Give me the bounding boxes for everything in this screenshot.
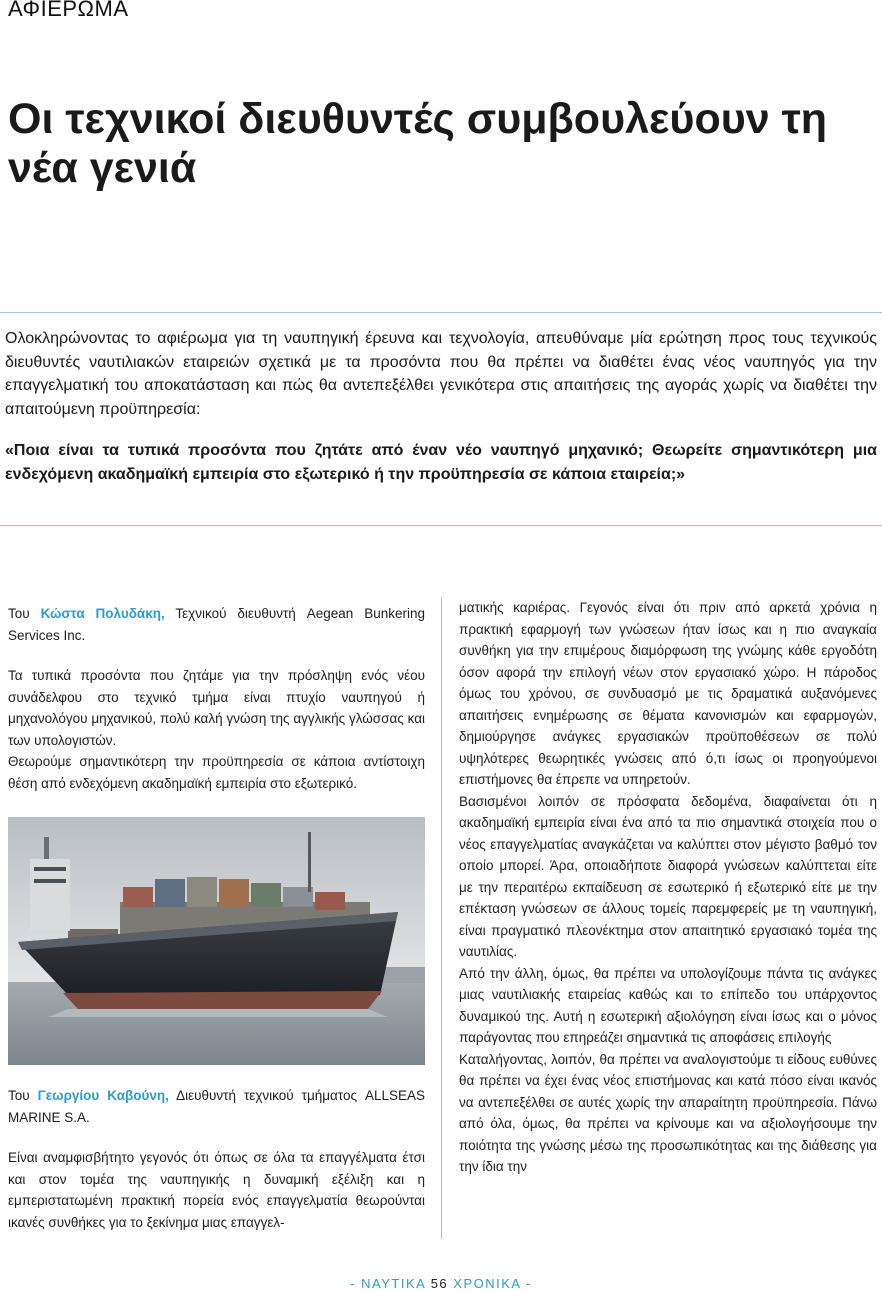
intro-block <box>0 312 882 526</box>
article-headline: Οι τεχνικοί διευθυντές συμβουλεύουν τη νέα γενιά <box>8 95 828 192</box>
magazine-name-part1: ΝΑΥΤΙΚΑ <box>361 1276 426 1291</box>
answer-paragraph: Από την άλλη, όμως, θα πρέπει να υπολογίζουμε πάντα τις ανάγκες μιας ναυτιλιακής εταιρείας καθώς και το επίπεδο του υπάρχοντος δυναμικού της. Αυτή η εσωτερική αξιολόγηση είναι ίσως και ο μόνος παράγοντας που επηρεάζει σημαντικά τις αποφάσεις επιλογής <box>459 965 877 1045</box>
container-ship-photo <box>8 817 425 1065</box>
section-label: ΑΦΙΕΡΩΜΑ <box>8 0 129 21</box>
answer-paragraph: Θεωρούμε σημαντικότερη την προϋπηρεσία σε κάποια αντίστοιχη θέση από ενδεχόμενη ακαδημαϊκή εμπειρία στο εξωτερικό. <box>8 754 425 791</box>
magazine-name-part2: ΧΡΟΝΙΚΑ <box>453 1276 521 1291</box>
column-divider <box>441 597 442 1239</box>
answer-paragraph: Βασισμένοι λοιπόν σε πρόσφατα δεδομένα, διαφαίνεται ότι η ακαδημαϊκή εμπειρία είναι ένα από τα πιο σημαντικά στοιχεία που ο νέος επαγγελματίας αναγκάζεται να καλύπτει στον μέγιστο βαθμό τον οποίο μπορεί. Άρα, οποιαδήποτε διαφορά γνώσεων καλύπτεται είτε με την περαιτέρω εκπαίδευση σε εσωτερικό ή εξωτερικό είτε με την επέκταση γνώσεων σε άλλους τομείς παρεμφερείς με τη ναυπηγική, είναι πραγματικό πλεονέκτημα στον απαιτητικό εργασιακό τομέα της ναυτιλίας. <box>459 793 877 959</box>
byline-name: Κώστα Πολυδάκη, <box>40 606 165 621</box>
interview-question: «Ποια είναι τα τυπικά προσόντα που ζητάτε από έναν νέο ναυπηγό μηχανικό; Θεωρείτε σημαντικότερη μια ενδεχόμενη ακαδημαϊκή εμπειρία στο εξωτερικό ή την προϋπηρεσία σε κάποια εταιρεία;» <box>5 442 877 483</box>
byline-name: Γεωργίου Καβούνη, <box>37 1088 169 1103</box>
right-column <box>459 597 877 1178</box>
left-column-bottom <box>8 1085 425 1233</box>
page-number: 56 <box>430 1276 449 1291</box>
answer-paragraph: ματικής καριέρας. Γεγονός είναι ότι πριν από αρκετά χρόνια η πρακτική εφαρμογή των γνώσεων ήταν ίσως και η πιο αναγκαία συνθήκη για την επιμέρους διαμόρφωση της γνώμης κάθε εργοδότη όσον αφορά την επιλογή νέων στον εργασιακό χώρο. Η πάροδος όμως του χρόνου, σε συνδυασμό με τις δραματικά αυξανόμενες απαιτήσεις ενημέρωσης σε θέματα κανονισμών και εφαρμογών, δημιούργησε ανάγκες εργασιακών προϋποθέσεων σε πολύ υψηλότερες θεωρητικές γνώσεις από ό,τι ίσως οι προηγούμενοι επιστήμονες θα έπρεπε να υπηρετούν. <box>459 600 877 787</box>
answer-paragraph: Είναι αναμφισβήτητο γεγονός ότι όπως σε όλα τα επαγγέλματα έτσι και στον τομέα της ναυπηγικής η δυναμική εξέλιξη και η εμπεριστατωμένη πρακτική πορεία ενός επαγγελματία θεωρούνται ικανές συνθήκες για το ξεκίνημα μιας επαγγελ- <box>8 1150 425 1230</box>
intro-paragraph: Ολοκληρώνοντας το αφιέρωμα για τη ναυπηγική έρευνα και τεχνολογία, απευθύναμε μία ερώτηση προς τους τεχνικούς διευθυντές ναυτιλιακών εταιρειών σχετικά με τα προσόντα που θα πρέπει να διαθέτει ένας νέος ναυπηγός για την επαγγελματική του αποκατάσταση και πώς θα αντεπεξέλθει γενικότερα στις απαιτήσεις της αγοράς χωρίς να διαθέτει την απαιτούμενη προϋπηρεσία: <box>5 330 877 418</box>
byline-polydakis: Του Κώστα Πολυδάκη, Τεχνικού διευθυντή Aegean Bunkering Services Inc. <box>8 606 425 643</box>
left-column-top <box>8 603 425 794</box>
answer-paragraph: Τα τυπικά προσόντα που ζητάμε για την πρόσληψη ενός νέου συνάδελφου στο τεχνικό τμήμα είναι πτυχίο ναυπηγού ή μηχανολόγου μηχανικού, πολύ καλή γνώση της αγγλικής γλώσσας και των υπολογιστών. <box>8 668 425 748</box>
page-footer: - ΝΑΥΤΙΚΑ 56 ΧΡΟΝΙΚΑ - <box>350 1276 532 1291</box>
answer-paragraph: Καταλήγοντας, λοιπόν, θα πρέπει να αναλογιστούμε τι είδους ευθύνες θα πρέπει να έχει ένας νέος επιστήμονας και κατά πόσο είναι ικανός να αντεπεξέλθει σε αυτές χωρίς την απαραίτητη προϋπηρεσία. Πάνω από όλα, όμως, θα πρέπει να κρίνουμε και να αξιολογήσουμε την ποιότητα της γνώσης μέσω της προσωπικότητας και της διάθεσης για την ίδια την <box>459 1051 877 1174</box>
byline-kavounis: Του Γεωργίου Καβούνη, Διευθυντή τεχνικού τμήματος ALLSEAS MARINE S.A. <box>8 1088 426 1125</box>
